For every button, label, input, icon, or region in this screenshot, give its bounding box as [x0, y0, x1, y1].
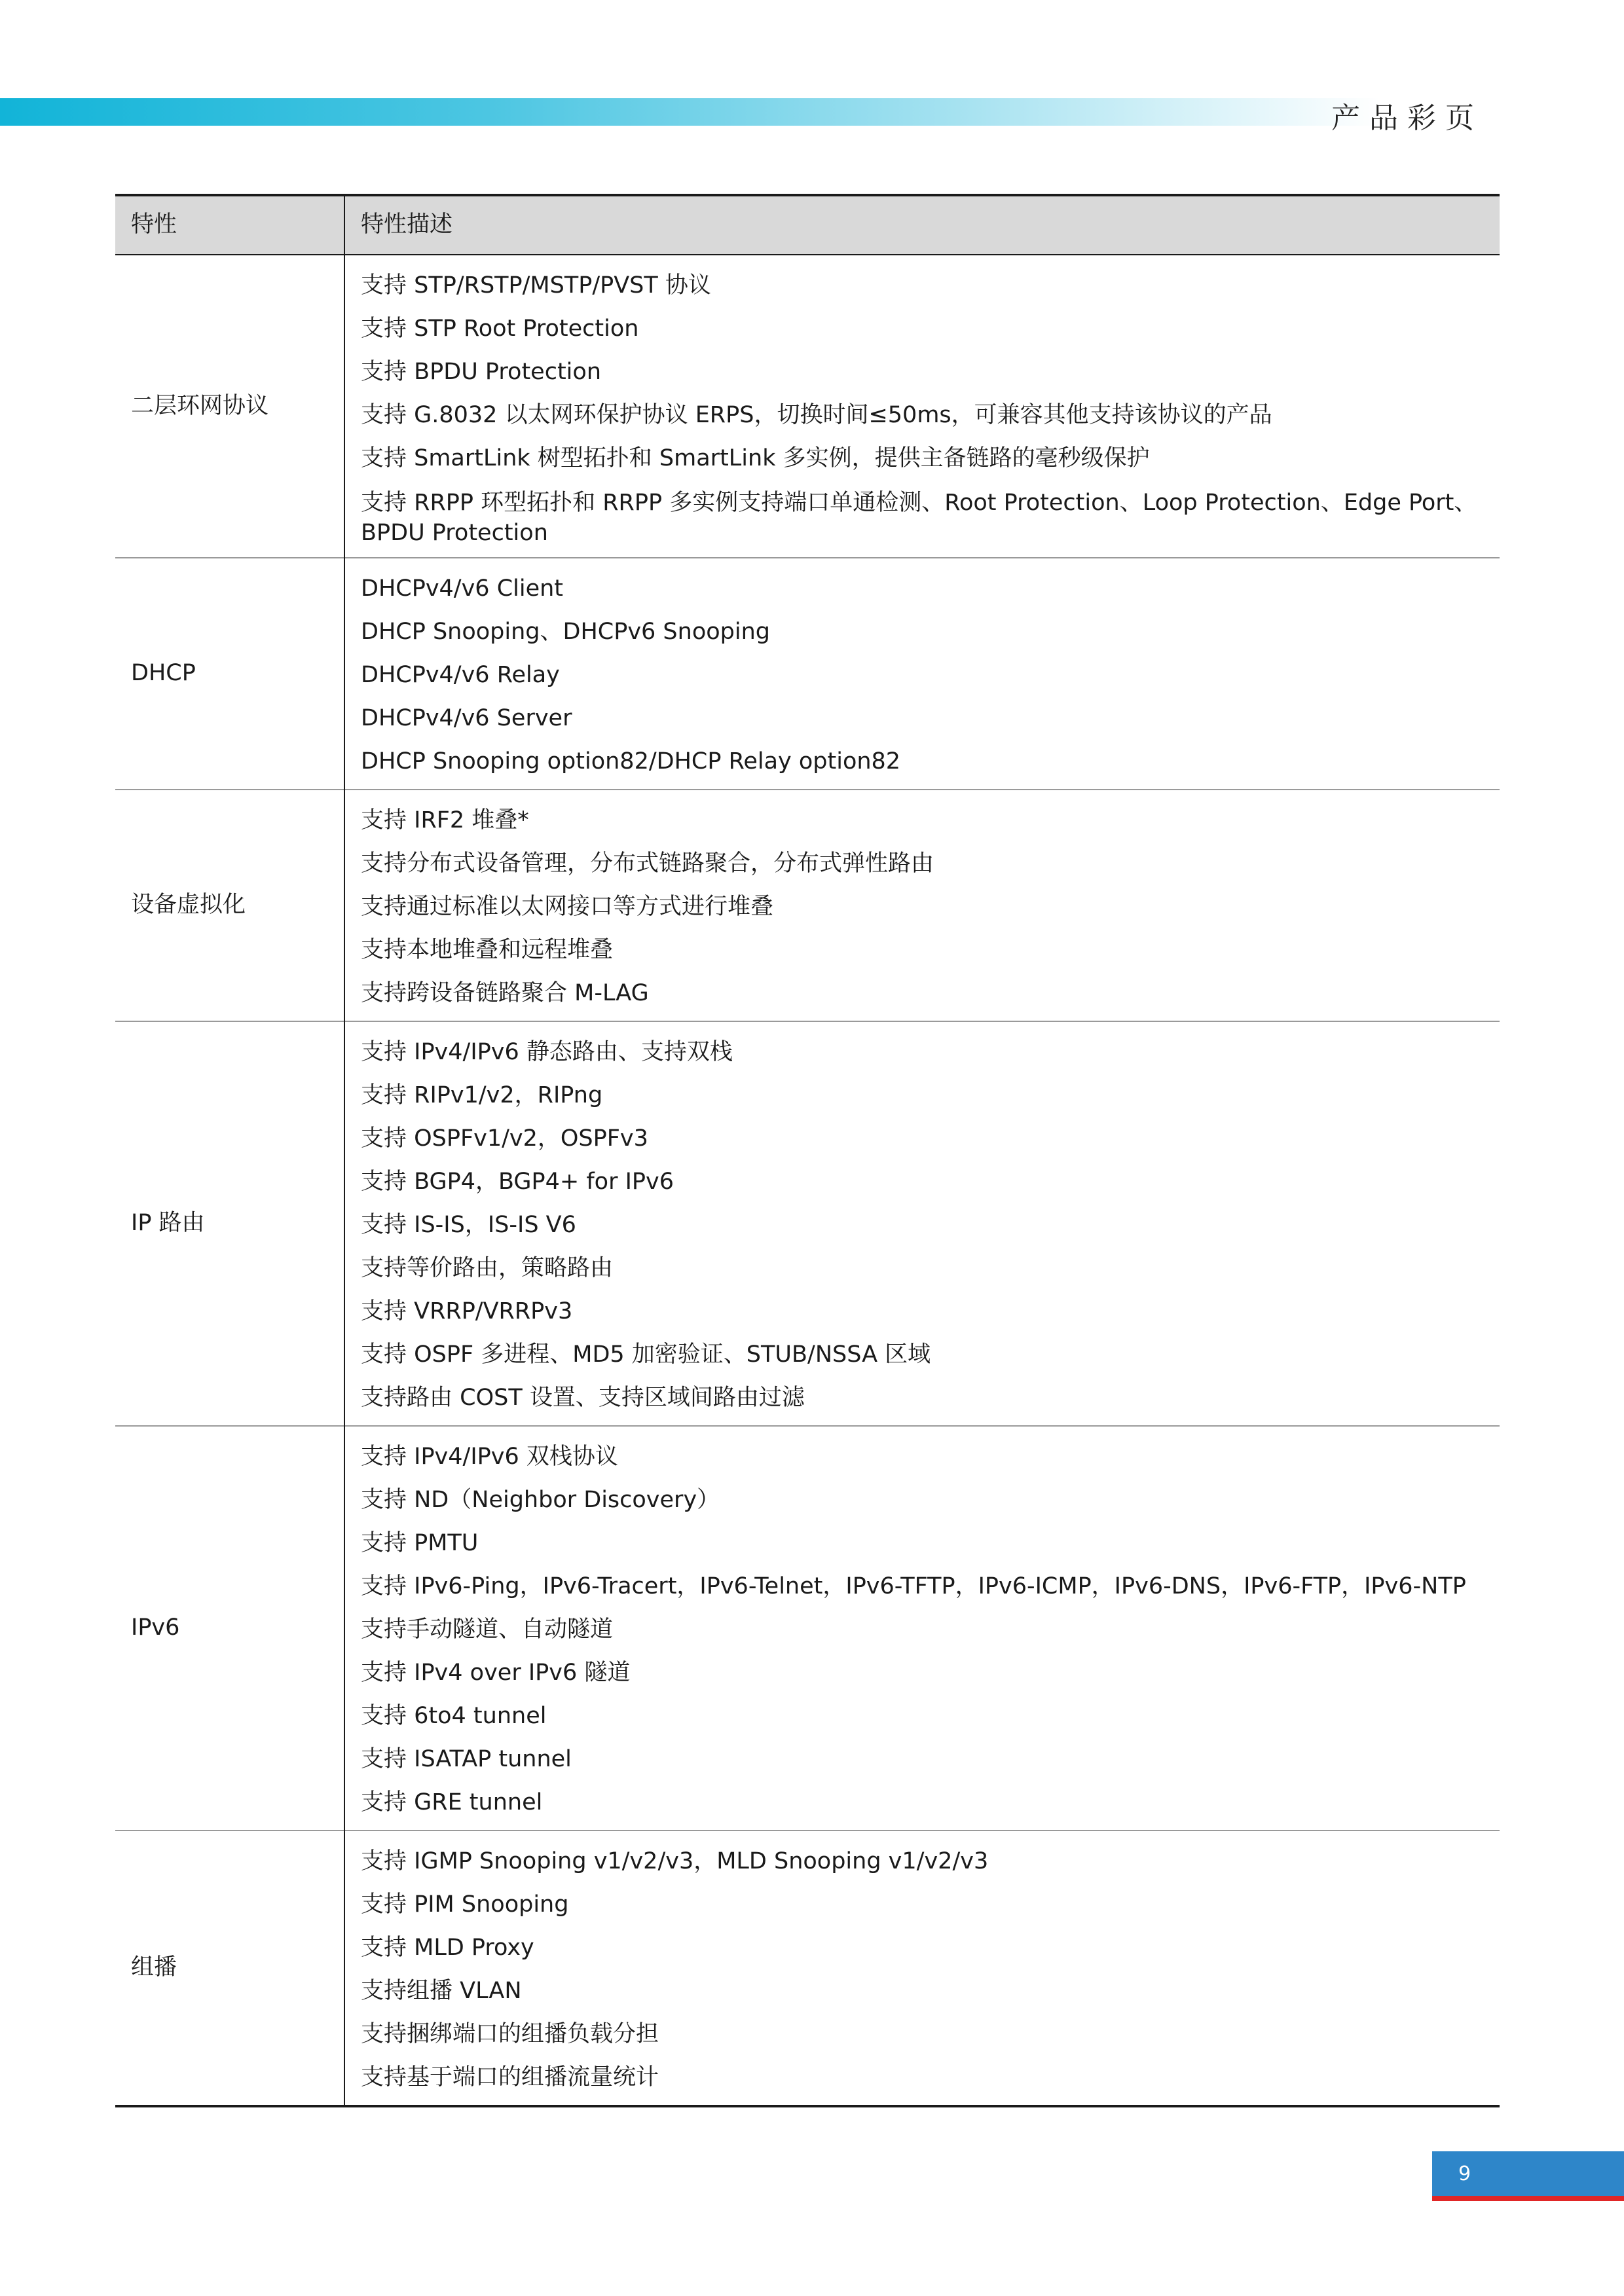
page-number: 9	[1458, 2162, 1471, 2185]
description-item: 支持路由 COST 设置、支持区域间路由过滤	[361, 1385, 805, 1412]
description-item: 支持 SmartLink 树型拓扑和 SmartLink 多实例，提供主备链路的毫秒级保护	[361, 445, 1150, 472]
description-list	[345, 558, 1500, 789]
description-item: 支持跨设备链路聚合 M-LAG	[361, 980, 649, 1007]
description-item: 支持 BGP4，BGP4+ for IPv6	[361, 1169, 674, 1195]
description-item: 支持 IPv6-Ping，IPv6-Tracert，IPv6-Telnet，IPv6-TFTP，IPv6-ICMP，IPv6-DNS，IPv6-FTP，IPv6-NTP	[361, 1573, 1466, 1600]
table-header-row	[115, 195, 1500, 255]
description-item: 支持手动隧道、自动隧道	[361, 1616, 614, 1643]
description-item: 支持 MLD Proxy	[361, 1935, 534, 1961]
feature-description-cell	[344, 558, 1500, 790]
description-item: 支持 ISATAP tunnel	[361, 1746, 572, 1773]
description-item: 支持基于端口的组播流量统计	[361, 2064, 659, 2091]
table-row	[115, 1426, 1500, 1831]
description-item: 支持捆绑端口的组播负载分担	[361, 2021, 659, 2048]
description-item: 支持 G.8032 以太网环保护协议 ERPS，切换时间≤50ms，可兼容其他支持该协议的产品	[361, 402, 1272, 429]
page-header-title: 产品彩页	[1331, 101, 1483, 135]
table-row	[115, 790, 1500, 1021]
table-row	[115, 558, 1500, 790]
description-item: 支持 BPDU Protection	[361, 359, 602, 386]
description-list	[345, 1022, 1500, 1425]
table-row	[115, 1831, 1500, 2106]
description-item: 支持 GRE tunnel	[361, 1789, 543, 1816]
description-item: DHCP Snooping option82/DHCP Relay option82	[361, 748, 901, 775]
feature-name-cell: 设备虚拟化	[115, 790, 344, 1021]
feature-table	[115, 194, 1500, 2107]
description-item: 支持 STP Root Protection	[361, 316, 639, 342]
description-item: 支持 STP/RSTP/MSTP/PVST 协议	[361, 272, 711, 299]
description-item: 支持 IGMP Snooping v1/v2/v3，MLD Snooping v1/v2/v3	[361, 1848, 989, 1875]
description-item: 支持 PIM Snooping	[361, 1891, 569, 1918]
description-list	[345, 1427, 1500, 1830]
feature-name-cell: 二层环网协议	[115, 255, 344, 558]
description-item: 支持 IPv4/IPv6 静态路由、支持双栈	[361, 1039, 733, 1066]
column-header-feature: 特性	[115, 195, 344, 255]
description-item: 支持组播 VLAN	[361, 1978, 522, 2005]
feature-name-cell: IP 路由	[115, 1021, 344, 1426]
description-item: 支持 IPv4 over IPv6 隧道	[361, 1660, 631, 1686]
description-item: 支持 VRRP/VRRPv3	[361, 1298, 573, 1325]
description-item: 支持通过标准以太网接口等方式进行堆叠	[361, 894, 774, 920]
description-list	[345, 255, 1500, 557]
description-item: 支持 6to4 tunnel	[361, 1703, 547, 1730]
description-list	[345, 1831, 1500, 2105]
description-item: 支持 PMTU	[361, 1530, 479, 1557]
description-item: 支持 ND（Neighbor Discovery）	[361, 1487, 720, 1514]
table-row	[115, 1021, 1500, 1426]
description-item: 支持 RRPP 环型拓扑和 RRPP 多实例支持端口单通检测、Root Protection、Loop Protection、Edge Port、BPDU Protection	[361, 490, 1477, 546]
feature-description-cell	[344, 1021, 1500, 1426]
feature-description-cell	[344, 255, 1500, 558]
feature-description-cell	[344, 1426, 1500, 1831]
column-header-description: 特性描述	[344, 195, 1500, 255]
description-item: 支持分布式设备管理，分布式链路聚合，分布式弹性路由	[361, 850, 934, 877]
feature-name-cell: IPv6	[115, 1426, 344, 1831]
table-body	[115, 255, 1500, 2106]
description-item: DHCP Snooping、DHCPv6 Snooping	[361, 619, 770, 646]
description-item: DHCPv4/v6 Client	[361, 575, 564, 602]
feature-description-cell	[344, 790, 1500, 1021]
feature-name-cell: 组播	[115, 1831, 344, 2106]
page-badge-underline	[1432, 2196, 1624, 2201]
description-item: 支持 OSPF 多进程、MD5 加密验证、STUB/NSSA 区域	[361, 1341, 931, 1368]
description-item: 支持本地堆叠和远程堆叠	[361, 937, 614, 964]
description-item: 支持 RIPv1/v2，RIPng	[361, 1082, 603, 1109]
description-item: 支持 OSPFv1/v2，OSPFv3	[361, 1125, 648, 1152]
description-item: DHCPv4/v6 Server	[361, 705, 572, 732]
description-item: DHCPv4/v6 Relay	[361, 662, 560, 689]
feature-name-cell: DHCP	[115, 558, 344, 790]
description-item: 支持 IS-IS，IS-IS V6	[361, 1212, 576, 1239]
description-item: 支持等价路由，策略路由	[361, 1255, 614, 1282]
page-number-badge	[1432, 2151, 1624, 2196]
table-row	[115, 255, 1500, 558]
description-item: 支持 IRF2 堆叠*	[361, 807, 529, 834]
description-list	[345, 790, 1500, 1021]
feature-description-cell	[344, 1831, 1500, 2106]
description-item: 支持 IPv4/IPv6 双栈协议	[361, 1444, 618, 1470]
